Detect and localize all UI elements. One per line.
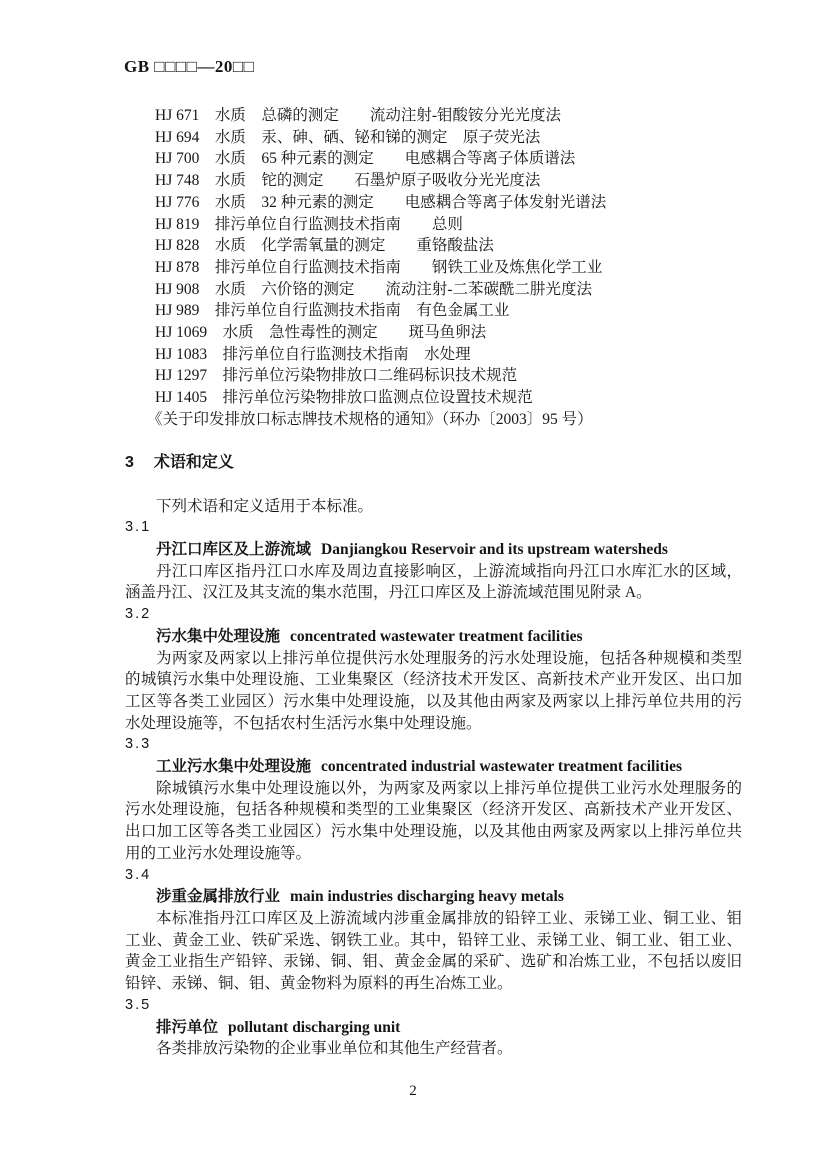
reference-item: HJ 1083 排污单位自行监测技术指南 水处理 [155, 345, 471, 363]
reference-item-notice: 《关于印发排放口标志牌技术规格的通知》（环办〔2003〕95 号） [147, 410, 593, 428]
reference-item: HJ 908 水质 六价铬的测定 流动注射-二苯碳酰二肼光度法 [155, 280, 593, 298]
term-title-en: concentrated industrial wastewater treatment facilities [321, 758, 683, 776]
clause-number: 3.4 [125, 866, 152, 883]
term-definition: 各类排放污染物的企业事业单位和其他生产经营者。 [156, 1040, 513, 1058]
term-definition: 本标准指丹江口库区及上游流域内涉重金属排放的铅锌工业、汞锑工业、铜工业、钼工业、黄金工业、铁矿采选、钢铁工业。其中，铅锌工业、汞锑工业、铜工业、钼工业、黄金工业指生产铅锌、汞锑、铜、钼、黄金金属的采矿、选矿和冶炼工业，不包括以废旧铅锌、汞锑、铜、钼、黄金物料为原料的再生冶炼工业。 [125, 909, 742, 993]
clause-number: 3.1 [125, 519, 152, 536]
section-number: 3 [125, 454, 134, 472]
term-definition: 丹江口库区指丹江口水库及周边直接影响区，上游流域指向丹江口水库汇水的区域，涵盖丹江、汉江及其支流的集水范围，丹江口库区及上游流域范围见附录 A。 [125, 562, 742, 602]
term-title [125, 1017, 742, 1039]
reference-item: HJ 748 水质 铊的测定 石墨炉原子吸收分光光度法 [155, 172, 541, 190]
term-block-3-5 [125, 995, 742, 1060]
clause-number: 3.2 [125, 606, 152, 623]
term-block-3-1 [125, 517, 742, 604]
term-title [125, 886, 742, 908]
term-title-zh: 工业污水集中处理设施 [156, 758, 312, 776]
page-content [125, 105, 742, 1060]
term-title-en: pollutant discharging unit [228, 1018, 401, 1036]
reference-item: HJ 694 水质 汞、砷、硒、铋和锑的测定 原子荧光法 [155, 128, 541, 146]
reference-item: HJ 776 水质 32 种元素的测定 电感耦合等离子体发射光谱法 [155, 193, 607, 211]
term-title-zh: 污水集中处理设施 [156, 627, 281, 645]
reference-item: HJ 878 排污单位自行监测技术指南 钢铁工业及炼焦化学工业 [155, 258, 603, 276]
normative-references-list [125, 105, 742, 431]
term-title [125, 756, 742, 778]
standard-number-header: GB □□□□—20□□ [124, 57, 255, 76]
section-heading [125, 452, 742, 474]
reference-item: HJ 1069 水质 急性毒性的测定 斑马鱼卵法 [155, 324, 487, 342]
term-title-en: Danjiangkou Reservoir and its upstream watersheds [321, 541, 668, 559]
term-definition: 除城镇污水集中处理设施以外，为两家及两家以上排污单位提供工业污水处理服务的污水处理设施，包括各种规模和类型的工业集聚区（经济开发区、高新技术产业开发区、出口加工区等各类工业园区）污水集中处理设施，以及其他由两家及两家以上排污单位共用的工业污水处理设施等。 [125, 779, 742, 862]
reference-item: HJ 819 排污单位自行监测技术指南 总则 [155, 215, 463, 233]
reference-item: HJ 989 排污单位自行监测技术指南 有色金属工业 [155, 302, 510, 320]
term-block-3-2 [125, 604, 742, 734]
term-title-en: main industries discharging heavy metals [290, 888, 564, 906]
reference-item: HJ 700 水质 65 种元素的测定 电感耦合等离子体质谱法 [155, 150, 576, 168]
term-title-zh: 丹江口库区及上游流域 [156, 541, 312, 559]
reference-item: HJ 1405 排污单位污染物排放口监测点位设置技术规范 [155, 389, 533, 407]
term-definition: 为两家及两家以上排污单位提供污水处理服务的污水处理设施，包括各种规模和类型的城镇污水集中处理设施、工业集聚区（经济技术开发区、高新技术产业开发区、出口加工区等各类工业园区）污水集中处理设施，以及其他由两家及两家以上排污单位共用的污水处理设施等，不包括农村生活污水集中处理设施。 [125, 649, 742, 732]
clause-number: 3.3 [125, 736, 152, 753]
term-title-en: concentrated wastewater treatment facilities [290, 627, 583, 645]
reference-item: HJ 828 水质 化学需氧量的测定 重铬酸盐法 [155, 237, 494, 255]
page-number: 2 [409, 1083, 417, 1099]
clause-number: 3.5 [125, 996, 152, 1013]
term-title-zh: 排污单位 [156, 1018, 219, 1036]
section-title: 术语和定义 [153, 454, 234, 472]
term-title [125, 626, 742, 648]
reference-item: HJ 1297 排污单位污染物排放口二维码标识技术规范 [155, 367, 518, 385]
reference-item: HJ 671 水质 总磷的测定 流动注射-钼酸铵分光光度法 [155, 107, 562, 124]
term-title [125, 539, 742, 561]
term-block-3-4 [125, 865, 742, 995]
term-block-3-3 [125, 734, 742, 864]
term-title-zh: 涉重金属排放行业 [156, 888, 281, 906]
section-intro: 下列术语和定义适用于本标准。 [156, 497, 374, 515]
